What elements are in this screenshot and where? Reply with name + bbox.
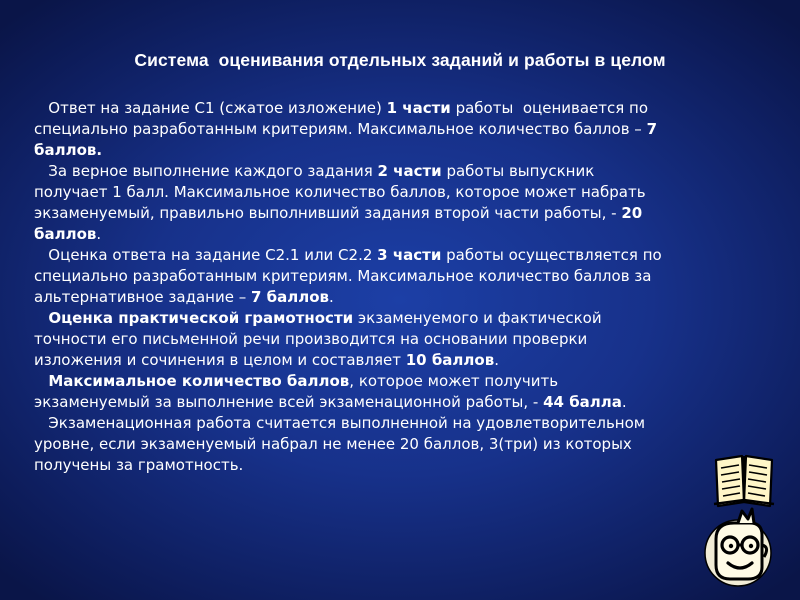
text-run: изложения и сочинения в целом и составляет (34, 351, 406, 369)
bold-text-run: 20 (621, 204, 643, 222)
slide-body-text (34, 98, 774, 476)
body-line (34, 182, 774, 203)
body-line (34, 455, 774, 476)
text-run: . (96, 225, 102, 243)
bold-text-run: баллов. (34, 141, 103, 159)
bold-text-run: Оценка практической грамотности (48, 309, 354, 327)
text-run: Ответ на задание С1 (сжатое изложение) (34, 99, 387, 117)
text-run: экзаменуемый за выполнение всей экзаменационной работы, - (34, 393, 544, 411)
text-run: получены за грамотность. (34, 456, 244, 474)
text-run: специально разработанным критериям. Максимальное количество баллов – (34, 120, 647, 138)
smiling-student-icon (698, 505, 784, 589)
bold-text-run: 7 баллов (250, 288, 329, 306)
text-run: . (621, 393, 627, 411)
text-run: уровне, если экзаменуемый набрал не менее 20 баллов, 3(три) из которых (34, 435, 632, 453)
text-run: , которое может получить (349, 372, 559, 390)
text-run: экзаменуемого и фактической (353, 309, 602, 327)
bold-text-run: 44 балла (543, 393, 622, 411)
text-run: . (494, 351, 499, 369)
bold-text-run: 2 части (377, 162, 442, 180)
text-run: Экзаменационная работа считается выполненной на удовлетворительном (34, 414, 646, 432)
body-line (34, 245, 774, 266)
body-line (34, 308, 774, 329)
slide-title: Система оценивания отдельных заданий и работы в целом (134, 50, 666, 70)
text-run: За верное выполнение каждого задания (34, 162, 378, 180)
bold-text-run: 7 (646, 120, 658, 138)
text-run (34, 372, 48, 390)
text-run (34, 309, 48, 327)
body-line (34, 392, 774, 413)
body-line (34, 161, 774, 182)
text-run: . (329, 288, 334, 306)
text-run: альтернативное задание – (34, 288, 251, 306)
body-line (34, 434, 774, 455)
body-line (34, 266, 774, 287)
text-run: Оценка ответа на задание С2.1 или С2.2 (34, 246, 378, 264)
body-line (34, 287, 774, 308)
bold-text-run: Максимальное количество баллов (48, 372, 350, 390)
body-line (34, 119, 774, 140)
book-icon (712, 450, 776, 510)
body-line (34, 329, 774, 350)
body-line (34, 371, 774, 392)
text-run: экзаменуемый, правильно выполнивший задания второй части работы, - (34, 204, 622, 222)
body-line (34, 203, 774, 224)
bold-text-run: 3 части (377, 246, 442, 264)
body-line (34, 98, 774, 119)
body-line (34, 413, 774, 434)
bold-text-run: баллов (34, 225, 97, 243)
text-run: специально разработанным критериям. Максимальное количество баллов за (34, 267, 652, 285)
text-run: получает 1 балл. Максимальное количество баллов, которое может набрать (34, 183, 646, 201)
body-line (34, 224, 774, 245)
body-line (34, 350, 774, 371)
bold-text-run: 10 баллов (405, 351, 495, 369)
text-run: работы оценивается по (450, 99, 649, 117)
text-run: работы осуществляется по (441, 246, 662, 264)
text-run: работы выпускник (441, 162, 595, 180)
bold-text-run: 1 части (386, 99, 451, 117)
body-line (34, 140, 774, 161)
text-run: точности его письменной речи производится на основании проверки (34, 330, 588, 348)
